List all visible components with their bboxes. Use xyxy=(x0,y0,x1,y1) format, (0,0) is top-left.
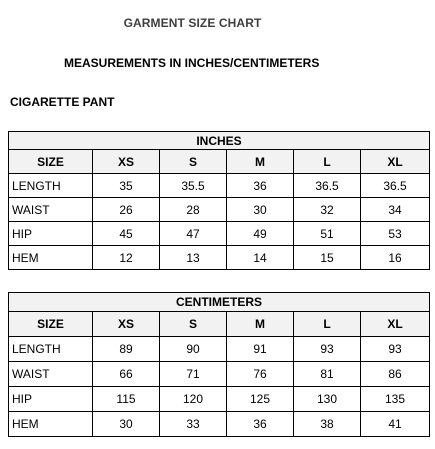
table-cell: 35.5 xyxy=(160,174,227,198)
table-cell: 53 xyxy=(361,222,430,246)
table-cell: 135 xyxy=(361,387,430,412)
table-cell: 125 xyxy=(227,387,294,412)
table-cell: 12 xyxy=(93,246,160,270)
measurement-label: HEM xyxy=(9,246,93,270)
measurement-label: HIP xyxy=(9,222,93,246)
table-row xyxy=(9,362,430,387)
product-name: CIGARETTE PANT xyxy=(10,95,115,109)
document-title: GARMENT SIZE CHART xyxy=(123,16,262,30)
measurement-label: LENGTH xyxy=(9,174,93,198)
size-xs-header: XS xyxy=(93,150,160,174)
size-s-header: S xyxy=(160,150,227,174)
table-row xyxy=(9,198,430,222)
document-subtitle: MEASUREMENTS IN INCHES/CENTIMETERS xyxy=(64,56,320,70)
table-cell: 45 xyxy=(93,222,160,246)
table-cell: 14 xyxy=(227,246,294,270)
size-xl-header: XL xyxy=(361,150,430,174)
measurement-label: LENGTH xyxy=(9,337,93,362)
measurement-label: HIP xyxy=(9,387,93,412)
table-cell: 71 xyxy=(160,362,227,387)
size-column-header: SIZE xyxy=(9,150,93,174)
measurement-label: WAIST xyxy=(9,362,93,387)
table-cell: 86 xyxy=(361,362,430,387)
table-cell: 120 xyxy=(160,387,227,412)
table-cell: 30 xyxy=(93,412,160,437)
unit-row xyxy=(9,132,430,150)
table-cell: 33 xyxy=(160,412,227,437)
centimeters-size-table xyxy=(8,292,430,437)
table-cell: 41 xyxy=(361,412,430,437)
size-xl-header: XL xyxy=(361,312,430,337)
unit-heading: CENTIMETERS xyxy=(9,293,430,312)
table-row xyxy=(9,222,430,246)
size-xs-header: XS xyxy=(93,312,160,337)
table-cell: 91 xyxy=(227,337,294,362)
table-cell: 30 xyxy=(227,198,294,222)
table-cell: 36 xyxy=(227,174,294,198)
table-row xyxy=(9,337,430,362)
table-cell: 36.5 xyxy=(294,174,361,198)
measurement-label: HEM xyxy=(9,412,93,437)
table-cell: 36 xyxy=(227,412,294,437)
table-row xyxy=(9,412,430,437)
unit-heading: INCHES xyxy=(9,132,430,150)
table-cell: 28 xyxy=(160,198,227,222)
size-m-header: M xyxy=(227,312,294,337)
table-cell: 13 xyxy=(160,246,227,270)
table-row xyxy=(9,246,430,270)
size-l-header: L xyxy=(294,312,361,337)
table-cell: 16 xyxy=(361,246,430,270)
size-l-header: L xyxy=(294,150,361,174)
table-cell: 130 xyxy=(294,387,361,412)
table-cell: 35 xyxy=(93,174,160,198)
table-cell: 34 xyxy=(361,198,430,222)
table-cell: 93 xyxy=(361,337,430,362)
table-cell: 51 xyxy=(294,222,361,246)
table-cell: 47 xyxy=(160,222,227,246)
table-row xyxy=(9,387,430,412)
table-cell: 115 xyxy=(93,387,160,412)
measurement-label: WAIST xyxy=(9,198,93,222)
table-cell: 76 xyxy=(227,362,294,387)
table-cell: 89 xyxy=(93,337,160,362)
table-row xyxy=(9,174,430,198)
inches-size-table xyxy=(8,131,430,270)
table-cell: 49 xyxy=(227,222,294,246)
size-s-header: S xyxy=(160,312,227,337)
table-cell: 38 xyxy=(294,412,361,437)
table-header-row xyxy=(9,150,430,174)
unit-row xyxy=(9,293,430,312)
table-cell: 93 xyxy=(294,337,361,362)
table-cell: 90 xyxy=(160,337,227,362)
table-cell: 36.5 xyxy=(361,174,430,198)
table-header-row xyxy=(9,312,430,337)
size-m-header: M xyxy=(227,150,294,174)
table-cell: 26 xyxy=(93,198,160,222)
size-column-header: SIZE xyxy=(9,312,93,337)
table-cell: 66 xyxy=(93,362,160,387)
table-cell: 15 xyxy=(294,246,361,270)
table-cell: 32 xyxy=(294,198,361,222)
table-cell: 81 xyxy=(294,362,361,387)
